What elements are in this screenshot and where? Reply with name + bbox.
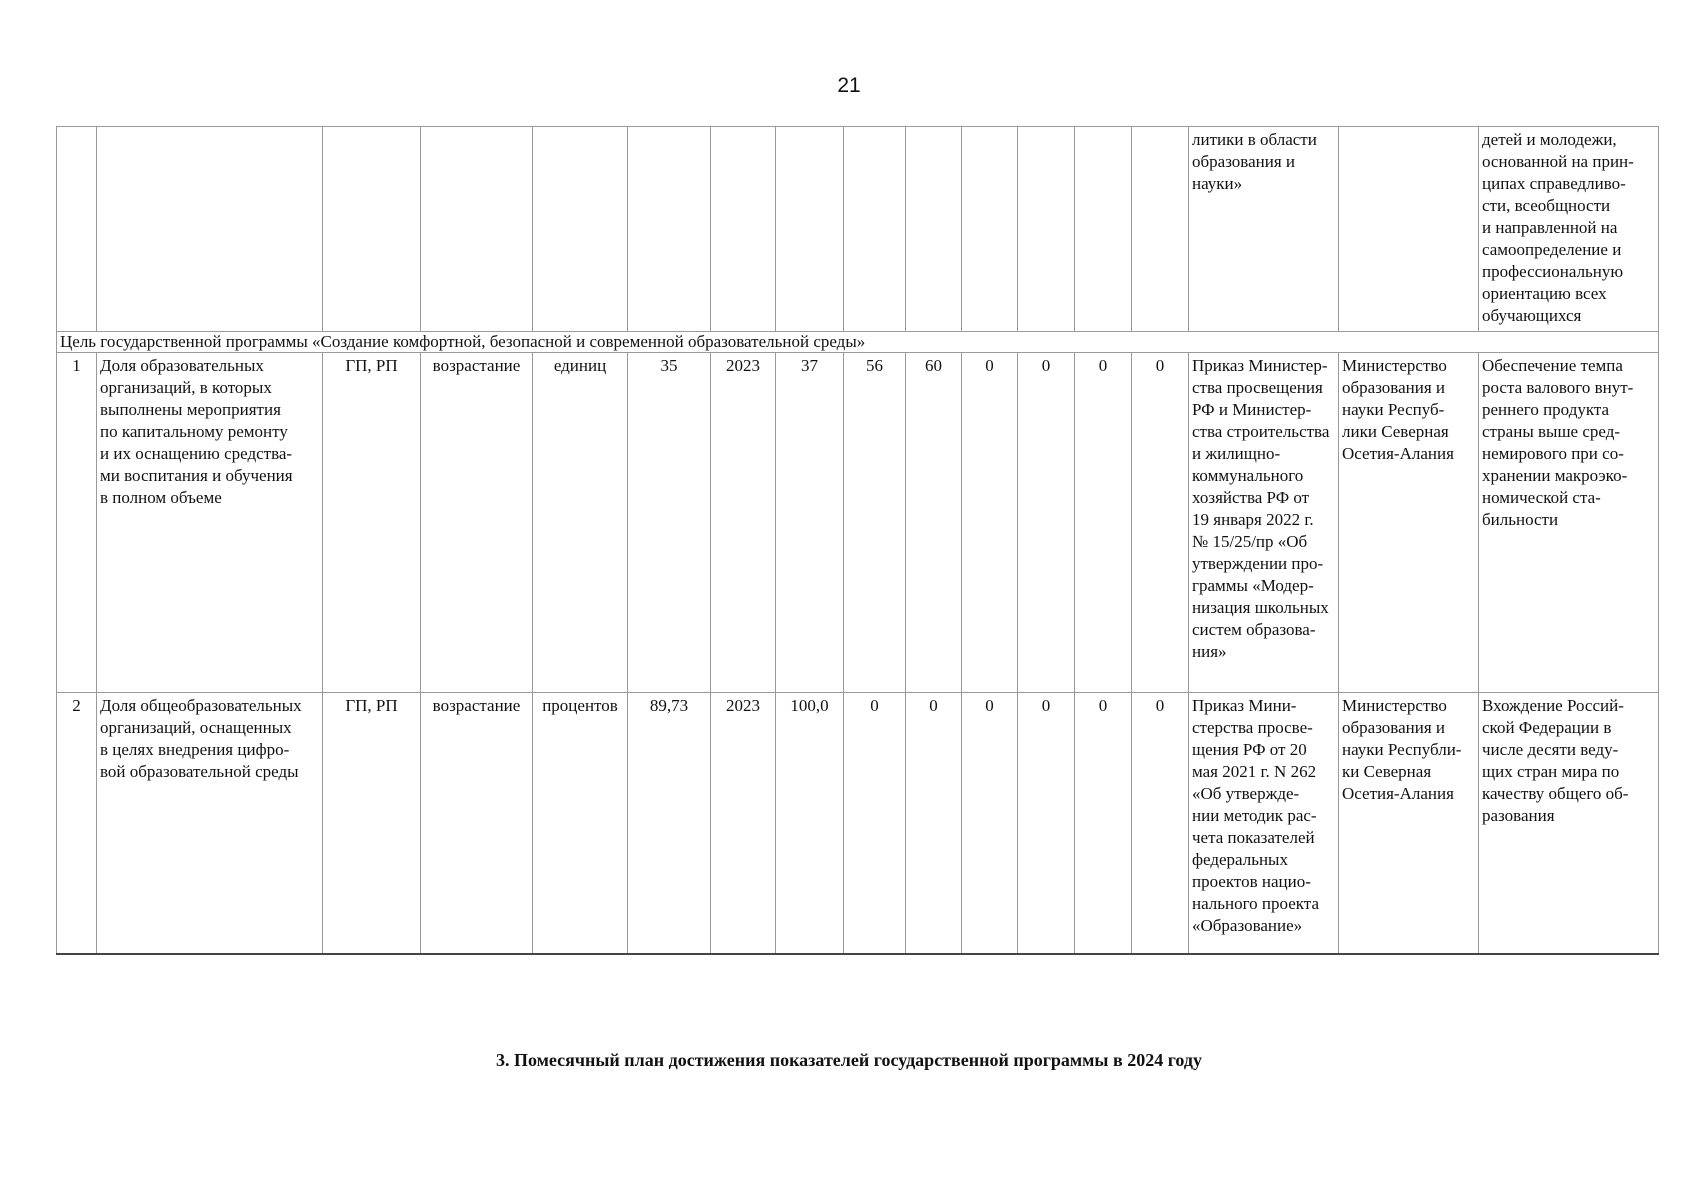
table-cell (844, 127, 906, 332)
section-heading: 3. Помесячный план достижения показателей государственной программы в 2024 году (495, 1050, 1203, 1070)
table-cell (1075, 127, 1132, 332)
page-number: 21 (837, 74, 861, 97)
base-value-cell: 35 (628, 353, 711, 693)
trend-cell: возрастание (421, 693, 533, 955)
value-cell: 0 (844, 693, 906, 955)
row-number: 1 (57, 353, 97, 693)
base-value-cell: 89,73 (628, 693, 711, 955)
table-row (57, 353, 1659, 693)
level-cell: ГП, РП (323, 693, 421, 955)
table-cell (57, 127, 97, 332)
link-cell: детей и молодежи, основанной на прин- ципах справедливо- сти, всеобщности и направленной на самоопределение и профессиональную ориентацию всех обучающихся (1479, 127, 1659, 332)
table-row (57, 693, 1659, 955)
table-cell (1339, 127, 1479, 332)
table-cell (1018, 127, 1075, 332)
value-cell: 0 (1075, 693, 1132, 955)
responsible-cell: Министерство образования и науки Республи- ки Северная Осетия-Алания (1339, 693, 1479, 955)
value-cell: 37 (776, 353, 844, 693)
responsible-cell: Министерство образования и науки Респуб- лики Северная Осетия-Алания (1339, 353, 1479, 693)
table-cell (97, 127, 323, 332)
value-cell: 0 (1018, 693, 1075, 955)
table-cell (962, 127, 1018, 332)
indicator-name: Доля образовательных организаций, в которых выполнены мероприятия по капитальному ремонту и их оснащению средства- ми воспитания и обучения в полном объеме (97, 353, 323, 693)
value-cell: 100,0 (776, 693, 844, 955)
table-cell (1132, 127, 1189, 332)
value-cell: 0 (1075, 353, 1132, 693)
document-cell: Приказ Мини- стерства просве- щения РФ от 20 мая 2021 г. N 262 «Об утвержде- нии методик рас- чета показателей федеральных проектов нацио- нального проекта «Образование» (1189, 693, 1339, 955)
table-cell (776, 127, 844, 332)
value-cell: 0 (1132, 353, 1189, 693)
level-cell: ГП, РП (323, 353, 421, 693)
table-cell (711, 127, 776, 332)
trend-cell: возрастание (421, 353, 533, 693)
row-number: 2 (57, 693, 97, 955)
base-year-cell: 2023 (711, 353, 776, 693)
indicator-name: Доля общеобразовательных организаций, оснащенных в целях внедрения цифро- вой образовательной среды (97, 693, 323, 955)
value-cell: 0 (962, 353, 1018, 693)
link-cell: Обеспечение темпа роста валового внут- реннего продукта страны выше сред- немирового при со- хранении макроэко- номической ста- бильности (1479, 353, 1659, 693)
value-cell: 0 (906, 693, 962, 955)
indicators-table (56, 126, 1659, 955)
document-cell: Приказ Министер- ства просвещения РФ и Министер- ства строительства и жилищно- коммунального хозяйства РФ от 19 января 2022 г. № 15/25/пр «Об утверждении про- граммы «Модер- низация школьных систем образова- ния» (1189, 353, 1339, 693)
unit-cell: единиц (533, 353, 628, 693)
continuation-row (57, 127, 1659, 332)
table-cell (323, 127, 421, 332)
value-cell: 56 (844, 353, 906, 693)
table-cell (628, 127, 711, 332)
goal-row (57, 332, 1659, 353)
document-cell: литики в области образования и науки» (1189, 127, 1339, 332)
link-cell: Вхождение Россий- ской Федерации в числе десяти веду- щих стран мира по качеству общего об- разования (1479, 693, 1659, 955)
table-cell (421, 127, 533, 332)
value-cell: 0 (962, 693, 1018, 955)
unit-cell: процентов (533, 693, 628, 955)
value-cell: 60 (906, 353, 962, 693)
value-cell: 0 (1018, 353, 1075, 693)
base-year-cell: 2023 (711, 693, 776, 955)
value-cell: 0 (1132, 693, 1189, 955)
table-cell (533, 127, 628, 332)
goal-text: Цель государственной программы «Создание комфортной, безопасной и современной образовательной среды» (57, 332, 1659, 353)
table-cell (906, 127, 962, 332)
